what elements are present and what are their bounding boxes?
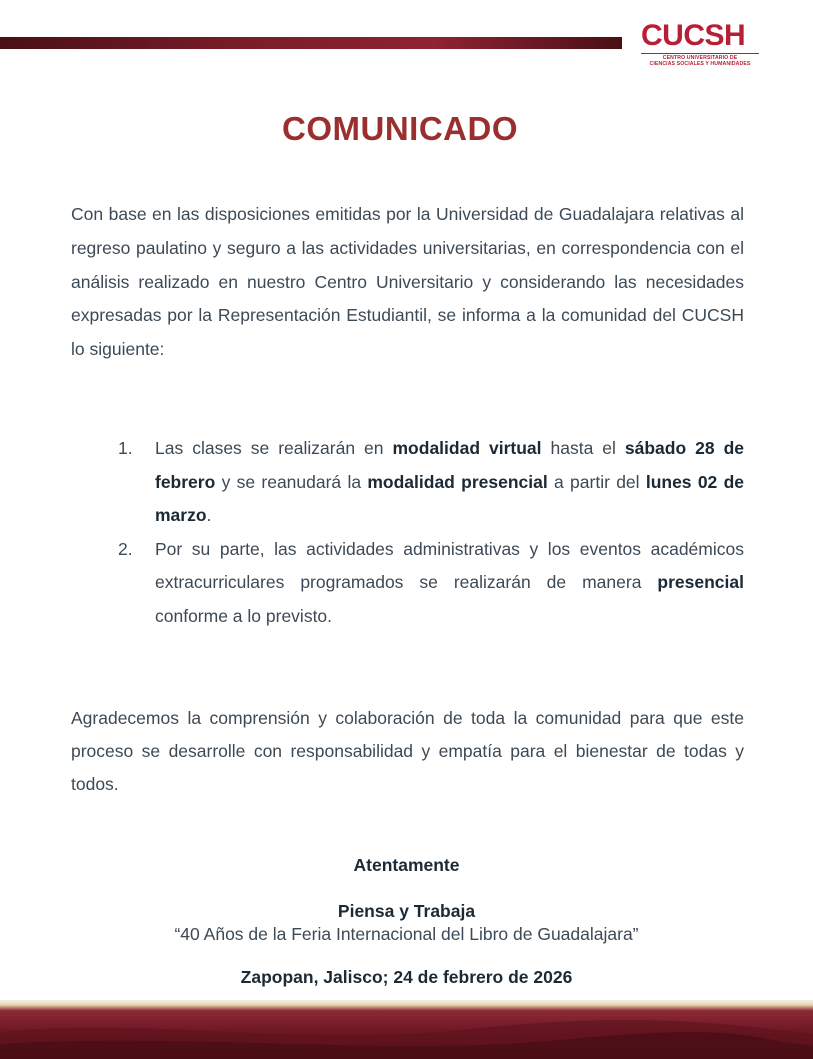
signature-motto: Piensa y Trabaja [337,901,476,921]
text-run: y se reanudará la [215,471,368,492]
signature-place-date: Zapopan, Jalisco; 24 de febrero de 2026 [240,967,573,987]
text-run: a partir del [547,471,646,492]
cucsh-logo [641,20,759,67]
closing-paragraph: Agradecemos la comprensión y colaboración de toda la comunidad para que este proceso se desarrolle con responsabilidad y empatía para el bienestar de todas y todos. [71,708,744,794]
signature-quote: “40 Años de la Feria Internacional del Libro de Guadalajara” [174,924,639,944]
bold-run: presencial [657,572,744,592]
footer-wave-graphic [0,1012,813,1059]
logo-subtitle-line1: CENTRO UNIVERSITARIO DE [662,55,738,61]
list-item-number: 1. [118,438,133,458]
text-run: hasta el [541,438,625,458]
bold-run: lunes 02 de marzo [155,471,744,525]
bold-run: sábado 28 de febrero [155,438,744,492]
bold-run: modalidad virtual [392,438,542,458]
text-run: Por su parte, las actividades administrativas y los eventos académicos extracurriculares programados se realizarán de manera [155,538,744,592]
signature-salutation: Atentamente [353,855,460,875]
bold-run: modalidad presencial [367,471,548,492]
logo-rule [641,53,759,54]
logo-subtitle-line2: CIENCIAS SOCIALES Y HUMANIDADES [649,61,751,67]
document-title: COMUNICADO [282,110,518,147]
header-decorative-bar [0,37,622,49]
text-run: Las clases se realizarán en [155,438,393,458]
text-run: . [206,505,212,525]
intro-paragraph: Con base en las disposiciones emitidas por la Universidad de Guadalajara relativas al regreso paulatino y seguro a las actividades universitarias, en correspondencia con el análisis realizado en nuestro Centro Universitario y considerando las necesidades expresadas por la Representación Estudiantil, se informa a la comunidad del CUCSH lo siguiente: [71,204,744,360]
list-item [71,432,744,533]
text-run: conforme a lo previsto. [155,605,333,626]
logo-word: CUCSH [641,19,746,52]
list-item-number: 2. [118,538,133,559]
announcement-list [71,432,744,633]
list-item [71,533,744,634]
